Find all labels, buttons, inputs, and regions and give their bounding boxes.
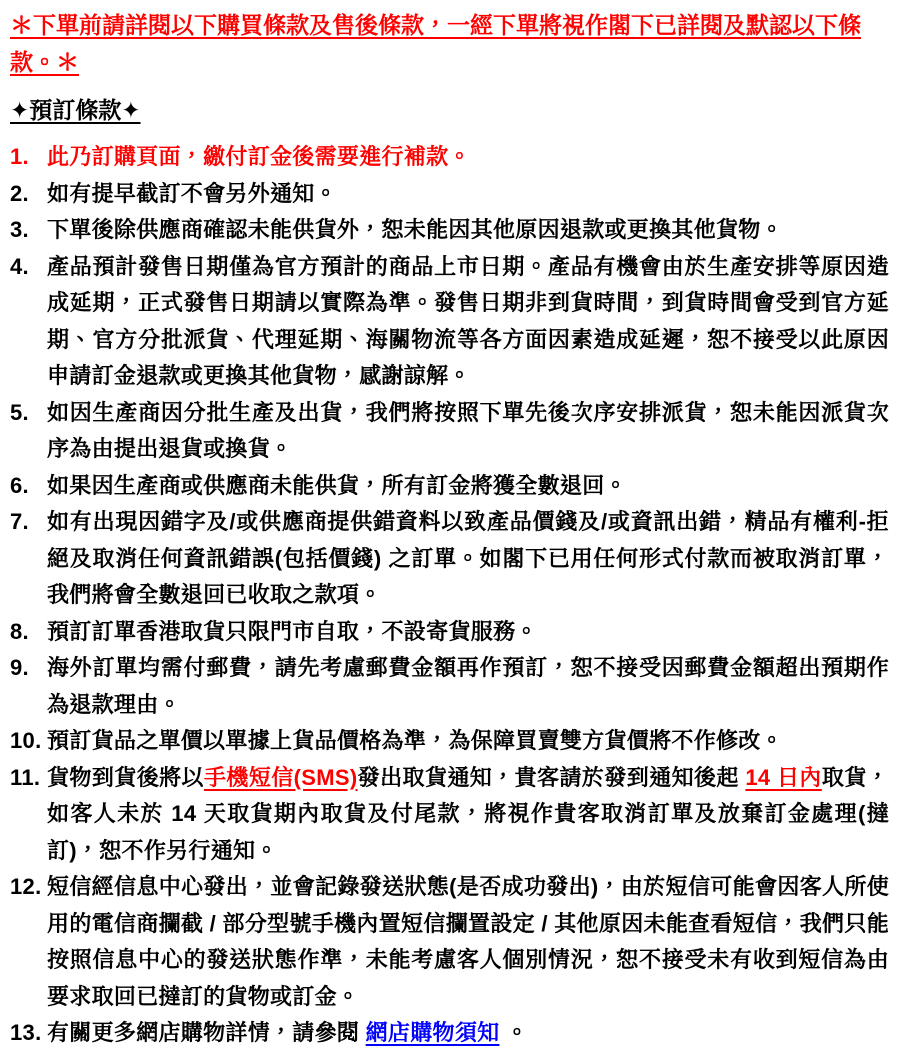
- term-number: 9.: [10, 655, 29, 680]
- term-text-segment: 貨物到貨後將以: [47, 764, 204, 790]
- term-item-6: [10, 468, 889, 505]
- term-number: 13.: [10, 1020, 42, 1045]
- term-item-9: [10, 650, 889, 723]
- term-text: 預訂貨品之單價以單據上貨品價格為準，為保障買賣雙方貨價將不作修改。: [47, 728, 783, 753]
- term-item-11: [10, 760, 889, 870]
- term-number: 10.: [10, 728, 42, 753]
- term-item-7: [10, 504, 889, 614]
- term-text: 產品預計發售日期僅為官方預計的商品上市日期。產品有機會由於生產安排等原因造成延期，正式發售日期請以實際為準。發售日期非到貨時間，到貨時間會受到官方延期、官方分批派貨、代理延期、海關物流等各方面因素造成延遲，恕不接受以此原因申請訂金退款或更換其他貨物，感謝諒解。: [47, 253, 889, 388]
- term-item-3: [10, 212, 889, 249]
- term-text: [47, 1015, 889, 1052]
- term-text: 短信經信息中心發出，並會記錄發送狀態(是否成功發出)，由於短信可能會因客人所使用的電信商攔截 / 部分型號手機內置短信攔置設定 / 其他原因未能查看短信，我們只能按照信息中心的發送狀態作準，未能考慮客人個別情況，恕不接受未有收到短信為由要求取回已撻訂的貨物或訂金。: [47, 874, 889, 1009]
- term-number: 1.: [10, 144, 29, 169]
- term-number: 8.: [10, 618, 29, 644]
- term-item-10: [10, 723, 889, 760]
- term-number: 3.: [10, 217, 29, 242]
- term-text: 海外訂單均需付郵費，請先考慮郵費金額再作預訂，恕不接受因郵費金額超出預期作為退款理由。: [47, 655, 889, 717]
- term-text: [47, 760, 889, 870]
- term-item-5: [10, 395, 889, 468]
- term-text-segment: 發出取貨通知，貴客請於發到通知後起: [357, 764, 746, 790]
- term-text: 如因生產商因分批生產及出貨，我們將按照下單先後次序安排派貨，恕未能因派貨次序為由提出退貨或換貨。: [47, 399, 889, 461]
- term-number: 5.: [10, 399, 29, 425]
- term-text: 下單後除供應商確認未能供貨外，恕未能因其他原因退款或更換其他貨物。: [47, 217, 783, 242]
- term-text-segment: 。: [499, 1020, 529, 1045]
- term-item-13: [10, 1015, 889, 1052]
- term-item-8: [10, 614, 889, 651]
- term-number: 2.: [10, 180, 29, 206]
- store-shopping-notice-link[interactable]: 網店購物須知: [365, 1020, 500, 1045]
- term-item-1: [10, 139, 889, 176]
- page-title: [10, 7, 889, 81]
- term-item-12: [10, 869, 889, 1015]
- term-number: 6.: [10, 472, 29, 498]
- term-number: 12.: [10, 874, 42, 899]
- term-text: 如果因生產商或供應商未能供貨，所有訂金將獲全數退回。: [47, 472, 627, 498]
- term-text: 如有提早截訂不會另外通知。: [47, 180, 337, 206]
- section-heading-text: ✦預訂條款✦: [10, 97, 141, 123]
- sms-notice-highlight: 手機短信(SMS): [203, 764, 358, 790]
- term-number: 11.: [10, 764, 41, 790]
- pickup-deadline-highlight: 14 日內: [745, 764, 822, 790]
- terms-list: [10, 139, 889, 1052]
- term-text: 此乃訂購頁面，繳付訂金後需要進行補款。: [47, 144, 471, 169]
- term-number: 7.: [10, 509, 29, 534]
- term-number: 4.: [10, 253, 29, 279]
- term-item-2: [10, 176, 889, 213]
- term-text: 預訂訂單香港取貨只限門市自取，不設寄貨服務。: [47, 618, 538, 644]
- section-heading-preorder-terms: [10, 92, 889, 129]
- term-text-segment: 有關更多網店購物詳情，請參閱: [47, 1020, 366, 1045]
- term-text-segment: 取貨，如客人未於 14 天取貨期內取貨及付尾款，將視作貴客取消訂單及放棄訂金處理(撻訂)，恕不作另行通知。: [47, 764, 890, 863]
- page-title-text: ＊下單前請詳閱以下購買條款及售後條款，一經下單將視作閣下已詳閱及默認以下條款。＊: [10, 12, 861, 75]
- term-item-4: [10, 249, 889, 395]
- term-text: 如有出現因錯字及/或供應商提供錯資料以致產品價錢及/或資訊出錯，精品有權利-拒絕及取消任何資訊錯誤(包括價錢) 之訂單。如閣下已用任何形式付款而被取消訂單，我們將會全數退回已收取之款項。: [47, 509, 889, 607]
